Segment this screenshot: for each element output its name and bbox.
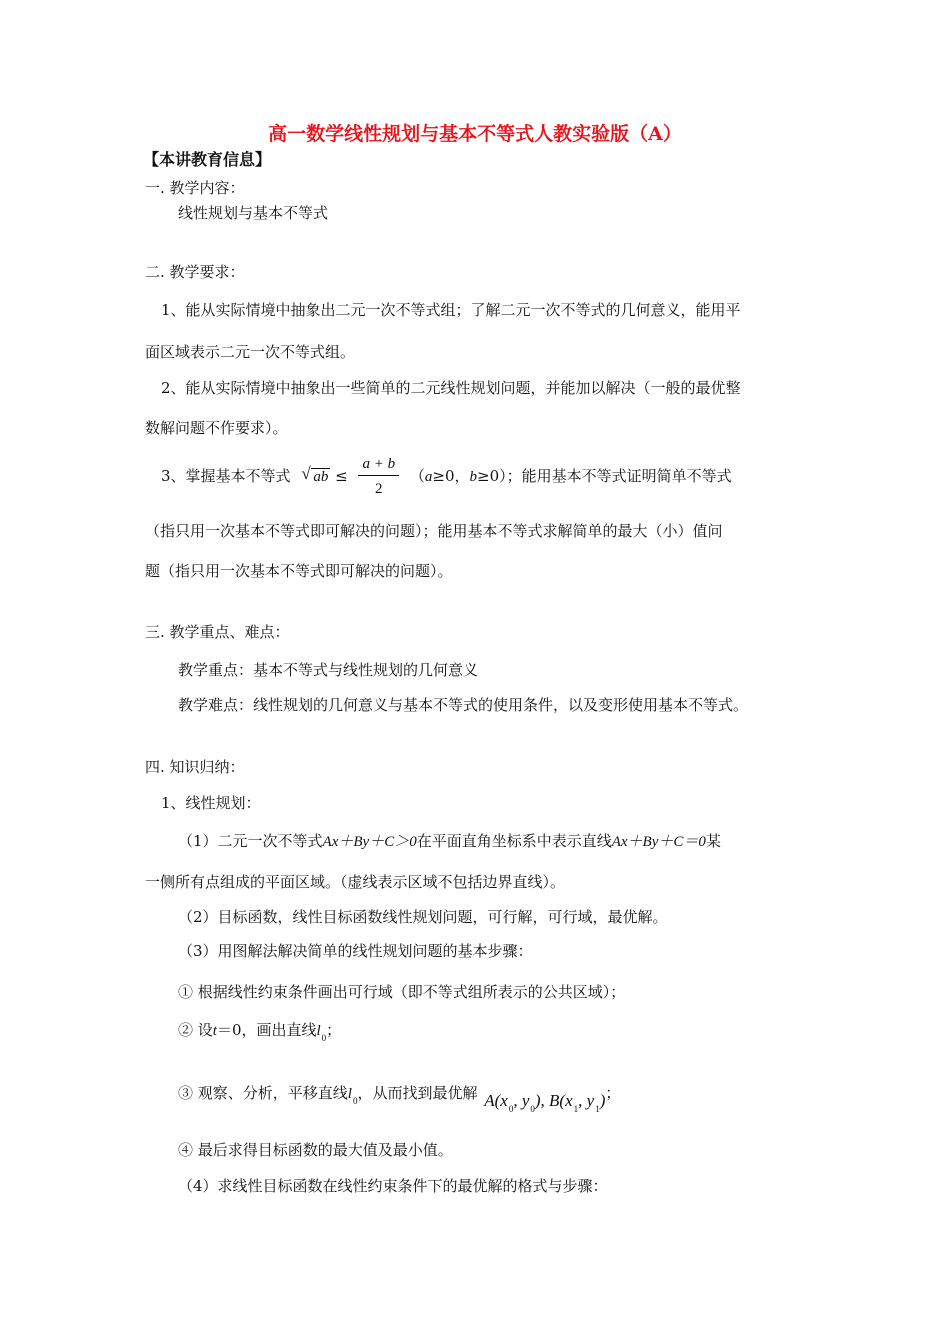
requirement-3-prefix: 3、掌握基本不等式 (161, 467, 291, 485)
line-l0: $l_0$ (316, 1023, 327, 1043)
fraction-a-plus-b-over-2: $\frac{a + b}{2}$ (358, 455, 399, 499)
section-3-heading: 三. 教学重点、难点： (145, 623, 290, 641)
inequality-expression: Ax＋By＋C＞0 (322, 834, 417, 850)
line-l0: $l_0$ (347, 1086, 358, 1106)
point-3: （3）用图解法解决简单的线性规划问题的基本步骤： (178, 942, 533, 960)
section-4-heading: 四. 知识归纳： (145, 758, 245, 776)
requirement-3-line-2: （指只用一次基本不等式即可解决的问题）；能用基本不等式求解简单的最大（小）值问 (145, 522, 723, 540)
point-1-line-2: 一侧所有点组成的平面区域。（虚线表示区域不包括边界直线）。 (145, 873, 566, 891)
requirement-1-line-1: 1、能从实际情境中抽象出二元一次不等式组；了解二元一次不等式的几何意义，能用平 (161, 301, 741, 319)
requirement-2-line-2: 数解问题不作要求）。 (145, 419, 288, 437)
optimal-solution-formula: $A(x_0$, $y_0$), $B(x_1$, $y_1$) (484, 1091, 606, 1114)
sqrt-icon: √ (301, 464, 311, 483)
document-title: 高一数学线性规划与基本不等式人教实验版（A） (268, 123, 682, 145)
difficulty: 教学难点：线性规划的几何意义与基本不等式的使用条件，以及变形使用基本不等式。 (178, 696, 749, 714)
requirement-3-line-3: 题（指只用一次基本不等式即可解决的问题）。 (145, 562, 453, 580)
section-2-heading: 二. 教学要求： (145, 263, 245, 281)
requirement-2-line-1: 2、能从实际情境中抽象出一些简单的二元线性规划问题，并能加以解决（一般的最优整 (161, 379, 741, 397)
section-1-heading: 一. 教学内容： (145, 179, 245, 197)
point-2: （2）目标函数，线性目标函数线性规划问题，可行解，可行域，最优解。 (178, 908, 668, 926)
step-1: ① 根据线性约束条件画出可行域（即不等式组所表示的公共区域）； (178, 983, 626, 1001)
point-1-line-1: （1）二元一次不等式Ax＋By＋C＞0在平面直角坐标系中表示直线Ax＋By＋C＝0某 (178, 832, 721, 850)
section-1-content: 线性规划与基本不等式 (178, 204, 329, 222)
requirement-3-line-1: 3、掌握基本不等式 √ ab ≤ $\frac{a + b}{2}$ （a≥0，b≥0）；能用基本不等式证明简单不等式 (161, 452, 732, 501)
point-4: （4）求线性目标函数在线性约束条件下的最优解的格式与步骤： (178, 1177, 608, 1195)
section-header: 【本讲教育信息】 (143, 150, 272, 169)
step-4: ④ 最后求得目标函数的最大值及最小值。 (178, 1141, 453, 1159)
step-2: ② 设t＝0，画出直线$l_0$； (178, 1021, 342, 1043)
sqrt-ab-formula: √ ab (301, 453, 330, 501)
requirement-1-line-2: 面区域表示二元一次不等式组。 (145, 343, 356, 361)
step-3: ③ 观察、分析，平移直线$l_0$，从而找到最优解 $A(x_0$, $y_0$), $B(x_1$, $y_1$)； (178, 1084, 621, 1114)
key-point: 教学重点：基本不等式与线性规划的几何意义 (178, 661, 479, 679)
line-equation: Ax＋By＋C＝0 (611, 834, 706, 850)
leq-symbol: ≤ (335, 467, 348, 485)
subsection-linear-programming: 1、线性规划： (161, 794, 261, 812)
